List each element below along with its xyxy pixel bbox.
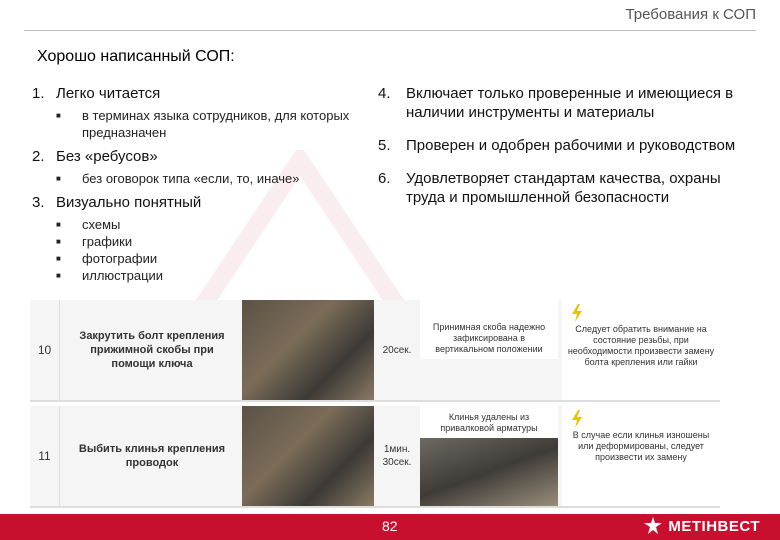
list-item-5: [378, 136, 758, 155]
list-item-6: [378, 169, 758, 207]
bullet-square-icon: ■: [56, 220, 61, 229]
right-column: [378, 84, 758, 221]
bullet-text: без оговорок типа «если, то, иначе»: [82, 171, 300, 186]
bullet-square-icon: ■: [56, 271, 61, 280]
page-number: 82: [382, 518, 398, 534]
lightning-icon: [570, 410, 584, 428]
step-task: Выбить клинья крепления проводок: [78, 443, 226, 469]
left-column: [32, 84, 362, 290]
note-text: В случае если клинья изношены или деформированы, следует произвести их замену: [572, 430, 710, 462]
step-check: [420, 300, 558, 400]
list-item-4: [378, 84, 758, 122]
bullet-square-icon: ■: [56, 237, 61, 246]
section-title: Хорошо написанный СОП:: [37, 48, 235, 65]
check-text: Принимная скоба надежно зафиксирована в вертикальном положении: [420, 300, 558, 359]
table-row: [30, 406, 720, 508]
item-text: Легко читается: [56, 85, 161, 102]
company-logo: [644, 517, 760, 535]
bullet-text: графики: [82, 234, 133, 249]
table-row: [30, 300, 720, 402]
lightning-icon: [570, 304, 584, 322]
list-item-1: [32, 84, 362, 141]
item-text: Без «ребусов»: [56, 148, 158, 165]
step-note: [562, 406, 720, 506]
bullet-text: в терминах языка сотрудников, для которых предназначен: [82, 108, 350, 140]
bullet-text: иллюстрации: [82, 268, 164, 283]
step-time: 1мин. 30сек.: [382, 444, 412, 468]
item-text: Проверен и одобрен рабочими и руководством: [406, 137, 736, 154]
bullet-square-icon: ■: [56, 174, 61, 183]
check-photo: [420, 438, 558, 506]
list-item-3: [32, 193, 362, 284]
step-task: Закрутить болт крепления прижимной скобы при помощи ключа: [79, 330, 225, 370]
item-number: 3.: [32, 194, 45, 211]
step-number: 10: [30, 300, 60, 400]
item-number: 5.: [378, 137, 391, 154]
note-text: Следует обратить внимание на состояние резьбы, при необходимости произвести замену болта крепления или гайки: [567, 324, 715, 367]
step-check: [420, 406, 558, 506]
bullet-text: схемы: [82, 217, 121, 232]
sop-example-table: [30, 300, 720, 514]
step-time: 20сек.: [382, 344, 412, 356]
check-text: Клинья удалены из привалковой арматуры: [420, 406, 558, 438]
item-number: 6.: [378, 170, 391, 187]
step-note: [562, 300, 720, 400]
logo-text: МЕТІНВЕСТ: [668, 517, 760, 535]
list-item-2: [32, 147, 362, 187]
step-photo: [242, 406, 374, 506]
bullet-square-icon: ■: [56, 111, 61, 120]
item-text: Включает только проверенные и имеющиеся в наличии инструменты и материалы: [406, 85, 734, 121]
step-photo: [242, 300, 374, 400]
item-text: Визуально понятный: [56, 194, 202, 211]
item-number: 1.: [32, 85, 45, 102]
metinvest-logo-icon: [644, 517, 662, 535]
step-number: 11: [30, 406, 60, 506]
header-divider: [24, 30, 756, 31]
item-number: 2.: [32, 148, 45, 165]
item-number: 4.: [378, 85, 391, 102]
page-header-title: Требования к СОП: [625, 6, 756, 23]
bullet-square-icon: ■: [56, 254, 61, 263]
item-text: Удовлетворяет стандартам качества, охраны труда и промышленной безопасности: [406, 170, 721, 206]
bullet-text: фотографии: [82, 251, 158, 266]
